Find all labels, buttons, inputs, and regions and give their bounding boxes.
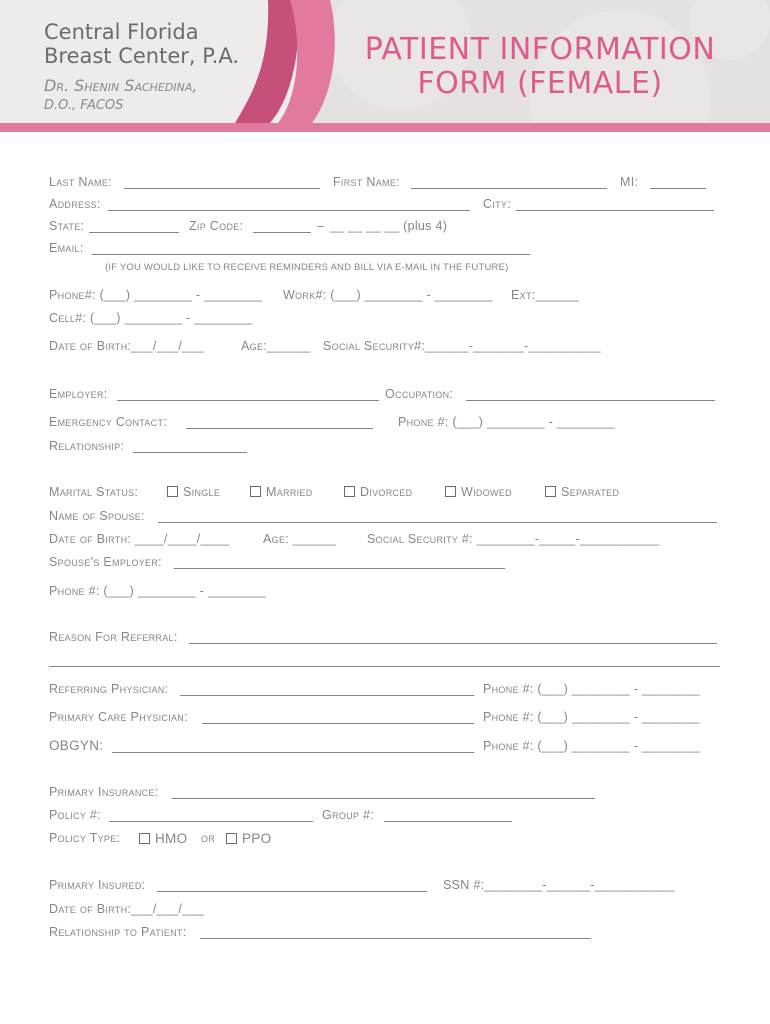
spouse-name-field[interactable] xyxy=(158,522,717,523)
emergency-contact-field[interactable] xyxy=(186,428,373,429)
age-field[interactable]: Age:______ xyxy=(241,339,311,353)
ppo-label: PPO xyxy=(242,831,272,846)
spouse-name-label: Name of Spouse: xyxy=(49,509,145,523)
primary-insured-field[interactable] xyxy=(157,891,427,892)
checkbox-icon xyxy=(344,486,355,497)
group-label: Group #: xyxy=(322,808,375,822)
email-note: (IF YOU WOULD LIKE TO RECEIVE REMINDERS AND BILL VIA E-MAIL IN THE FUTURE) xyxy=(105,262,509,273)
employer-label: Employer: xyxy=(49,387,108,401)
hmo-label: HMO xyxy=(155,831,188,846)
address-field[interactable] xyxy=(108,210,470,211)
address-label: Address: xyxy=(49,197,101,211)
checkbox-icon xyxy=(445,486,456,497)
policy-type-ppo[interactable] xyxy=(226,831,271,846)
primary-insurance-field[interactable] xyxy=(172,798,595,799)
marital-option-single[interactable] xyxy=(167,485,220,499)
marital-option-label: Single xyxy=(183,485,221,499)
spouse-employer-field[interactable] xyxy=(174,568,505,569)
mi-label: MI: xyxy=(620,175,639,189)
checkbox-icon xyxy=(250,486,261,497)
mi-field[interactable] xyxy=(650,188,706,189)
zip-code-label: Zip Code: xyxy=(189,219,244,233)
policy-type-label: Policy Type: xyxy=(49,831,121,845)
practice-name-line2: Breast Center, P.A. xyxy=(44,44,239,68)
emergency-phone-field[interactable]: Phone #: (___) ________ - ________ xyxy=(398,415,615,429)
referring-physician-label: Referring Physician: xyxy=(49,682,169,696)
relationship-to-patient-field[interactable] xyxy=(200,938,591,939)
relationship-label: Relationship: xyxy=(49,439,125,453)
last-name-field[interactable] xyxy=(124,188,320,189)
home-phone-field[interactable]: Phone#: (___) ________ - ________ xyxy=(49,288,263,302)
group-field[interactable] xyxy=(384,821,512,822)
checkbox-icon xyxy=(545,486,556,497)
obgyn-field[interactable] xyxy=(112,752,474,753)
primary-insurance-label: Primary Insurance: xyxy=(49,785,159,799)
marital-option-label: Divorced xyxy=(360,485,413,499)
policy-type-hmo[interactable] xyxy=(139,831,187,846)
zip-plus4-field[interactable]: __ __ __ __ (plus 4) xyxy=(330,219,448,233)
spouse-employer-label: Spouse's Employer: xyxy=(49,555,162,569)
form-header xyxy=(0,0,770,132)
dob-field[interactable]: Date of Birth:___/___/___ xyxy=(49,339,204,353)
marital-option-label: Separated xyxy=(561,485,620,499)
form-title-line2: FORM (FEMALE) xyxy=(417,66,663,101)
state-label: State: xyxy=(49,219,85,233)
primary-insured-label: Primary Insured: xyxy=(49,878,146,892)
obgyn-phone-field[interactable]: Phone #: (___) ________ - ________ xyxy=(483,739,700,753)
marital-option-label: Married xyxy=(266,485,313,499)
primary-care-field[interactable] xyxy=(202,723,474,724)
marital-option-widowed[interactable] xyxy=(445,485,512,499)
occupation-label: Occupation: xyxy=(385,387,454,401)
referring-physician-phone-field[interactable]: Phone #: (___) ________ - ________ xyxy=(483,682,700,696)
practice-name-line1: Central Florida xyxy=(44,20,199,44)
marital-option-divorced[interactable] xyxy=(344,485,412,499)
employer-field[interactable] xyxy=(117,400,379,401)
cell-phone-field[interactable]: Cell#: (___) ________ - ________ xyxy=(49,311,253,325)
emergency-contact-label: Emergency Contact: xyxy=(49,415,168,429)
doctor-credentials: D.O., FACOS xyxy=(44,98,124,113)
policy-label: Policy #: xyxy=(49,808,101,822)
ext-field[interactable]: Ext:______ xyxy=(511,288,580,302)
marital-option-married[interactable] xyxy=(250,485,313,499)
zip-dash: – xyxy=(317,219,325,233)
referring-physician-field[interactable] xyxy=(180,695,474,696)
spouse-dob-field[interactable]: Date of Birth: ____/____/____ xyxy=(49,532,230,546)
doctor-name: Dr. Shenin Sachedina, xyxy=(44,76,198,95)
marital-option-label: Widowed xyxy=(461,485,512,499)
spouse-phone-field[interactable]: Phone #: (___) ________ - ________ xyxy=(49,584,266,598)
reason-field[interactable] xyxy=(189,643,717,644)
checkbox-icon xyxy=(139,833,150,844)
reason-field-line2[interactable] xyxy=(49,666,720,667)
zip-code-field[interactable] xyxy=(253,232,311,233)
email-label: Email: xyxy=(49,241,84,255)
city-label: City: xyxy=(483,197,512,211)
or-label: or xyxy=(201,831,216,845)
form-title-line1: PATIENT INFORMATION xyxy=(364,32,716,67)
obgyn-label: OBGYN: xyxy=(49,738,104,753)
spouse-ssn-field[interactable]: Social Security #: ________-_____-___________ xyxy=(367,532,660,546)
ssn-field[interactable]: Social Security#:______-_______-__________ xyxy=(323,339,601,353)
relationship-to-patient-label: Relationship to Patient: xyxy=(49,925,187,939)
occupation-field[interactable] xyxy=(466,400,715,401)
marital-option-separated[interactable] xyxy=(545,485,619,499)
email-field[interactable] xyxy=(92,254,530,255)
reason-label: Reason For Referral: xyxy=(49,630,178,644)
primary-care-label: Primary Care Physician: xyxy=(49,710,188,724)
primary-care-phone-field[interactable]: Phone #: (___) ________ - ________ xyxy=(483,710,700,724)
state-field[interactable] xyxy=(89,232,179,233)
insured-ssn-field[interactable]: SSN #:________-______-___________ xyxy=(443,878,675,892)
city-field[interactable] xyxy=(516,210,714,211)
first-name-label: First Name: xyxy=(333,175,400,189)
policy-field[interactable] xyxy=(109,821,313,822)
marital-status-label: Marital Status: xyxy=(49,485,139,499)
checkbox-icon xyxy=(167,486,178,497)
work-phone-field[interactable]: Work#: (___) ________ - ________ xyxy=(283,288,493,302)
checkbox-icon xyxy=(226,833,237,844)
insured-dob-field[interactable]: Date of Birth:___/___/___ xyxy=(49,902,204,916)
relationship-field[interactable] xyxy=(133,452,247,453)
spouse-age-field[interactable]: Age: ______ xyxy=(263,532,337,546)
first-name-field[interactable] xyxy=(411,188,607,189)
last-name-label: Last Name: xyxy=(49,175,112,189)
